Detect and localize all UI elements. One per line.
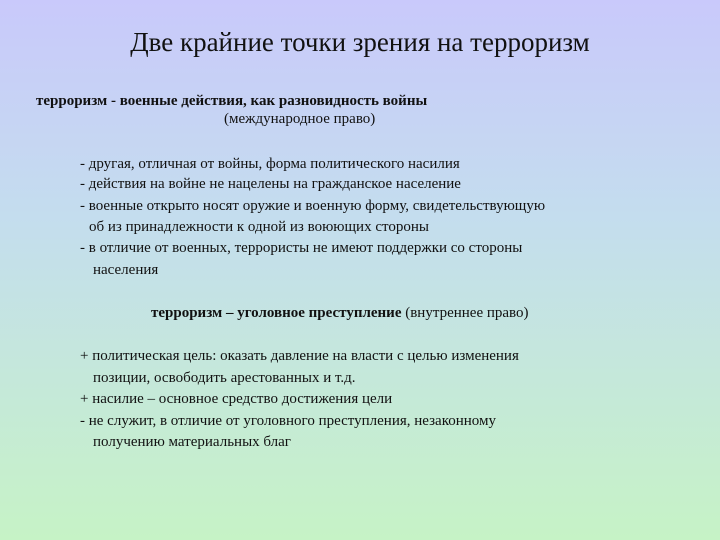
list-item: населения [93, 262, 159, 278]
list-item: - не служит, в отличие от уголовного преступления, незаконному [80, 413, 497, 429]
slide-title: Две крайние точки зрения на терроризм [130, 27, 590, 57]
list-item: об из принадлежности к одной из воюющих стороны [89, 219, 429, 235]
section2-heading-rest: (внутреннее право) [401, 305, 529, 321]
list-item: - действия на войне не нацелены на гражданское население [80, 176, 461, 192]
section2-heading-bold: терроризм – уголовное преступление [151, 305, 402, 321]
list-item: + политическая цель: оказать давление на власти с целью изменения [80, 348, 519, 364]
list-item: позиции, освободить арестованных и т.д. [93, 370, 356, 386]
section1-subheading: (международное право) [224, 111, 376, 127]
list-item: - военные открыто носят оружие и военную форму, свидетельствующую [80, 198, 546, 214]
list-item: - в отличие от военных, террористы не имеют поддержки со стороны [80, 240, 523, 256]
list-item: - другая, отличная от войны, форма политического насилия [80, 156, 460, 172]
section2-heading [151, 303, 529, 323]
section1-heading: терроризм - военные действия, как разновидность войны [36, 93, 428, 109]
list-item: + насилие – основное средство достижения цели [80, 391, 393, 407]
list-item: получению материальных благ [93, 434, 291, 450]
